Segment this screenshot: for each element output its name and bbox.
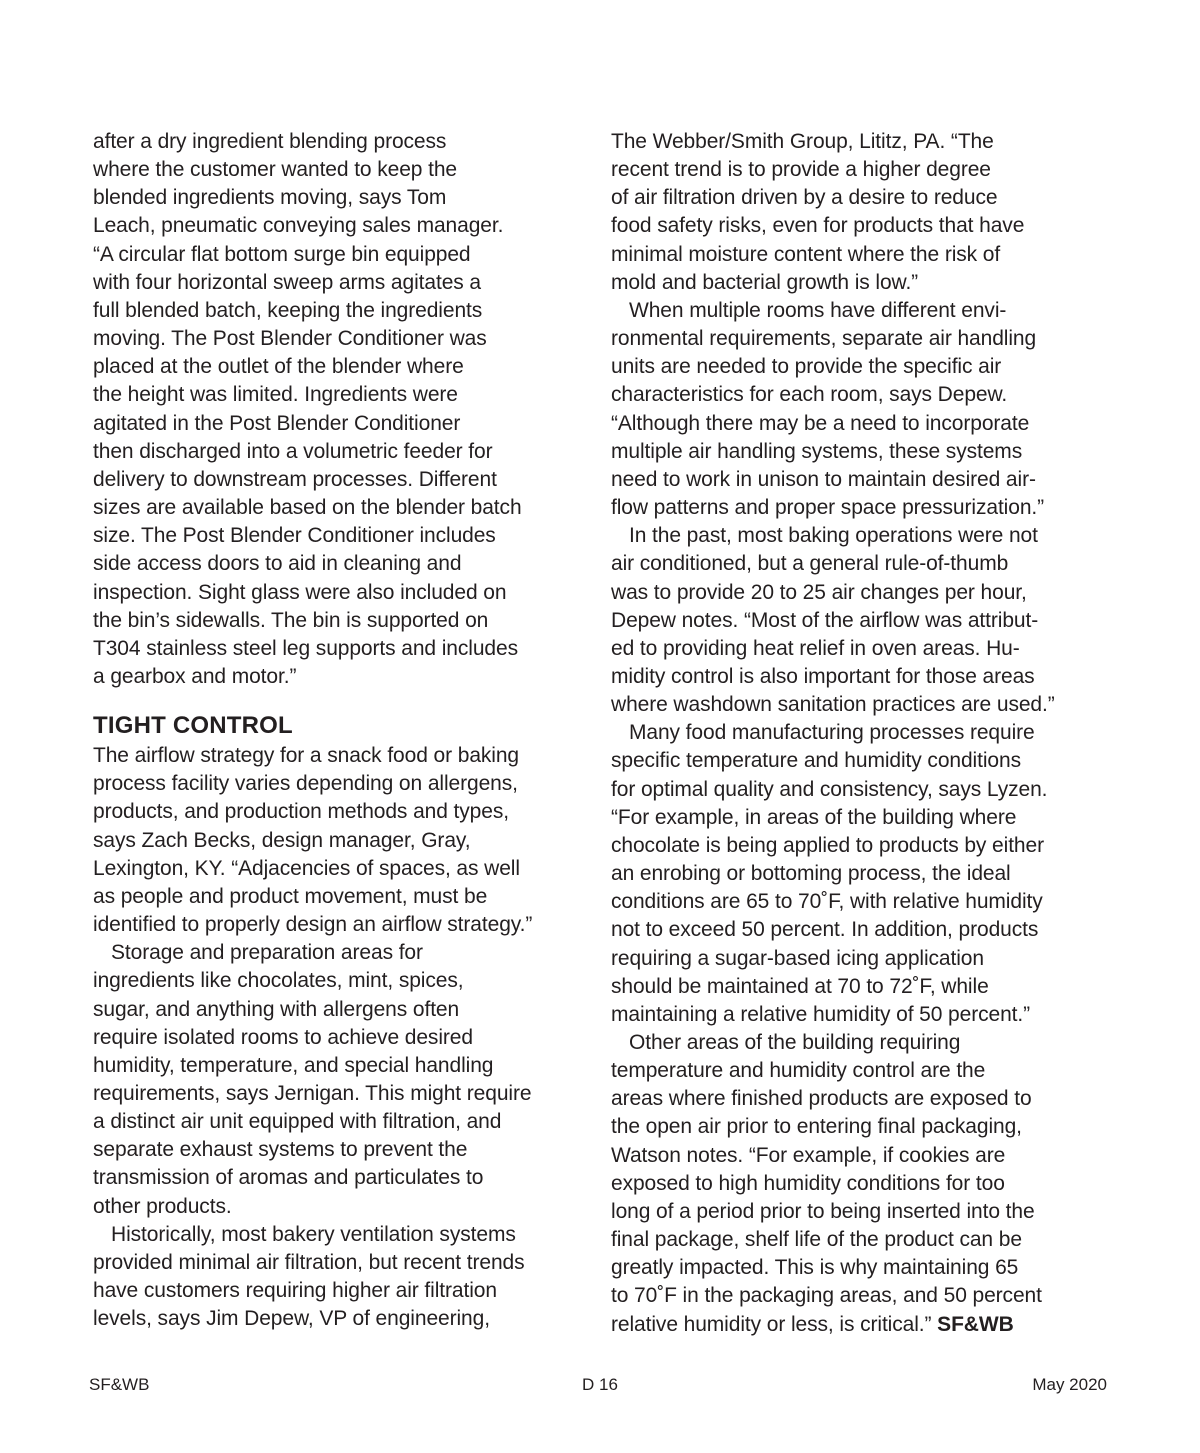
- footer-date: May 2020: [1032, 1375, 1107, 1394]
- text-line: maintaining a relative humidity of 50 percent.”: [611, 1002, 1031, 1026]
- text-line: where the customer wanted to keep the: [93, 158, 458, 182]
- text-line: long of a period prior to being inserted into the: [611, 1199, 1035, 1223]
- text-line: agitated in the Post Blender Conditioner: [93, 411, 461, 435]
- text-line: humidity, temperature, and special handling: [93, 1053, 494, 1077]
- footer-page-number: D 16: [582, 1375, 618, 1394]
- text-line: In the past, most baking operations were not: [629, 524, 1038, 548]
- right-body: [611, 128, 1111, 1311]
- text-line: temperature and humidity control are the: [611, 1059, 986, 1083]
- text-line: should be maintained at 70 to 72˚F, while: [611, 974, 989, 998]
- text-line: an enrobing or bottoming process, the ideal: [611, 862, 1011, 886]
- text-line: with four horizontal sweep arms agitates a: [93, 270, 481, 294]
- text-line: requirements, says Jernigan. This might require: [93, 1082, 532, 1105]
- text-line: a distinct air unit equipped with filtration, and: [93, 1110, 502, 1134]
- text-line: chocolate is being applied to products by either: [611, 833, 1044, 857]
- text-line: the height was limited. Ingredients were: [93, 383, 458, 407]
- text-line: requiring a sugar-based icing application: [611, 946, 984, 970]
- text-line: have customers requiring higher air filtration: [93, 1279, 497, 1303]
- text-line: blended ingredients moving, says Tom: [93, 186, 447, 210]
- text-line: size. The Post Blender Conditioner includes: [93, 524, 496, 548]
- text-line: When multiple rooms have different envi-: [629, 298, 1007, 322]
- text-line: mold and bacterial growth is low.”: [611, 270, 919, 294]
- text-line: moving. The Post Blender Conditioner was: [93, 327, 487, 351]
- text-line: Other areas of the building requiring: [629, 1031, 961, 1054]
- text-line: “Although there may be a need to incorporate: [611, 411, 1030, 435]
- article-signoff: SF&WB: [937, 1312, 1014, 1336]
- text-line: T304 stainless steel leg supports and includes: [93, 636, 518, 660]
- text-line: of air filtration driven by a desire to reduce: [611, 186, 998, 210]
- left-column: [93, 128, 593, 1333]
- text-line: side access doors to aid in cleaning and: [93, 552, 462, 576]
- text-line: final package, shelf life of the product can be: [611, 1228, 1022, 1252]
- text-line: areas where finished products are exposed to: [611, 1087, 1032, 1111]
- text-line: Storage and preparation areas for: [111, 941, 423, 965]
- left-body-top: [93, 128, 593, 691]
- left-body-bottom: [93, 742, 593, 1333]
- text-line: Lexington, KY. “Adjacencies of spaces, as well: [93, 856, 520, 880]
- text-line: a gearbox and motor.”: [93, 664, 297, 688]
- text-line: for optimal quality and consistency, says Lyzen.: [611, 777, 1048, 801]
- text-line: provided minimal air filtration, but recent trends: [93, 1250, 525, 1274]
- text-line: transmission of aromas and particulates to: [93, 1166, 484, 1190]
- text-line: as people and product movement, must be: [93, 884, 488, 908]
- text-line: greatly impacted. This is why maintaining 65: [611, 1256, 1019, 1280]
- text-line: says Zach Becks, design manager, Gray,: [93, 828, 471, 852]
- text-line: “A circular flat bottom surge bin equipped: [93, 242, 471, 266]
- footer-publication: SF&WB: [89, 1375, 150, 1394]
- text-line: where washdown sanitation practices are used.”: [611, 693, 1055, 717]
- text-line: require isolated rooms to achieve desired: [93, 1025, 473, 1049]
- text-line: the bin’s sidewalls. The bin is supported on: [93, 608, 489, 632]
- text-line: Watson notes. “For example, if cookies are: [611, 1143, 1006, 1167]
- text-line: sugar, and anything with allergens often: [93, 997, 460, 1021]
- text-line: the open air prior to entering final packaging,: [611, 1115, 1022, 1139]
- text-line: inspection. Sight glass were also included on: [93, 580, 507, 604]
- text-line: characteristics for each room, says Depew.: [611, 383, 1008, 407]
- text-line: flow patterns and proper space pressurization.”: [611, 496, 1045, 520]
- text-line: ed to providing heat relief in oven areas. Hu-: [611, 636, 1020, 660]
- text-line: specific temperature and humidity conditions: [611, 749, 1021, 773]
- text-line: ingredients like chocolates, mint, spices,: [93, 969, 464, 993]
- text-line: food safety risks, even for products that have: [611, 214, 1025, 238]
- text-line: The airflow strategy for a snack food or baking: [93, 744, 520, 768]
- text-line: identified to properly design an airflow strategy.”: [93, 913, 533, 937]
- text-line: midity control is also important for those areas: [611, 664, 1035, 688]
- text-line: ronmental requirements, separate air handling: [611, 327, 1037, 351]
- text-line: conditions are 65 to 70˚F, with relative humidity: [611, 890, 1043, 914]
- text-line: process facility varies depending on allergens,: [93, 772, 518, 796]
- text-line: need to work in unison to maintain desired air-: [611, 467, 1036, 491]
- text-line: levels, says Jim Depew, VP of engineering,: [93, 1307, 490, 1331]
- text-line: units are needed to provide the specific air: [611, 355, 1002, 379]
- text-line: placed at the outlet of the blender where: [93, 355, 464, 379]
- text-line: Many food manufacturing processes require: [629, 721, 1035, 745]
- last-line-text: relative humidity or less, is critical.”: [611, 1312, 932, 1336]
- text-line: to 70˚F in the packaging areas, and 50 percent: [611, 1284, 1042, 1308]
- text-line: delivery to downstream processes. Different: [93, 467, 497, 491]
- text-line: Historically, most bakery ventilation systems: [111, 1222, 516, 1246]
- text-line: “For example, in areas of the building where: [611, 805, 1017, 829]
- text-line: full blended batch, keeping the ingredients: [93, 298, 483, 322]
- text-line: recent trend is to provide a higher degree: [611, 158, 991, 182]
- text-line: multiple air handling systems, these systems: [611, 439, 1023, 463]
- text-line: products, and production methods and types,: [93, 800, 509, 824]
- text-line: Depew notes. “Most of the airflow was attribut-: [611, 608, 1039, 632]
- article-last-line: [611, 1311, 1111, 1339]
- text-line: not to exceed 50 percent. In addition, products: [611, 918, 1039, 942]
- text-line: minimal moisture content where the risk of: [611, 242, 1001, 266]
- text-line: sizes are available based on the blender batch: [93, 496, 522, 520]
- section-heading: TIGHT CONTROL: [93, 712, 293, 740]
- text-line: then discharged into a volumetric feeder for: [93, 439, 493, 463]
- text-line: The Webber/Smith Group, Lititz, PA. “The: [611, 130, 994, 153]
- right-column: [611, 128, 1111, 1339]
- text-line: other products.: [93, 1194, 232, 1218]
- text-line: exposed to high humidity conditions for too: [611, 1171, 1005, 1195]
- text-line: Leach, pneumatic conveying sales manager.: [93, 214, 504, 238]
- text-line: air conditioned, but a general rule-of-thumb: [611, 552, 1009, 576]
- text-line: was to provide 20 to 25 air changes per hour,: [611, 580, 1027, 604]
- text-line: after a dry ingredient blending process: [93, 130, 447, 153]
- text-line: separate exhaust systems to prevent the: [93, 1138, 468, 1162]
